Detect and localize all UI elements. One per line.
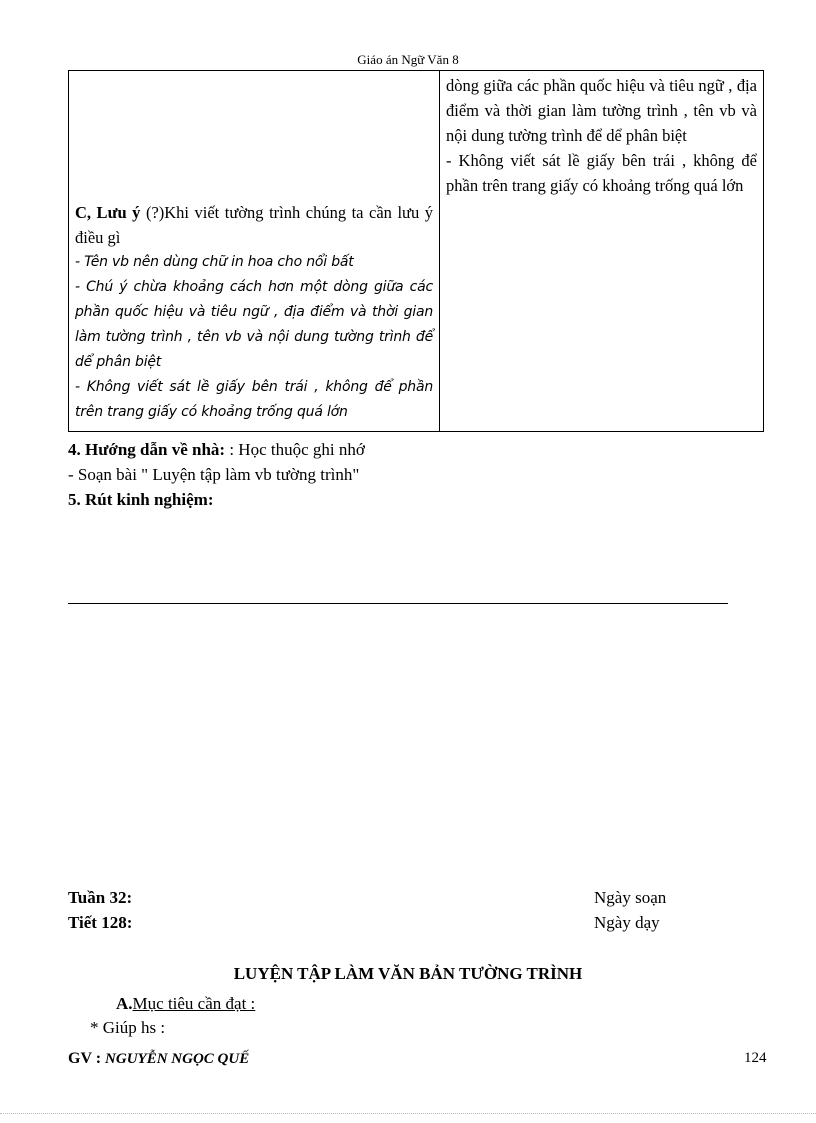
page-header: Giáo án Ngữ Văn 8 xyxy=(357,52,459,67)
section-a: A.Mục tiêu cần đạt : xyxy=(116,994,256,1013)
answer-item-2: - Không viết sát lề giấy bên trái , không để phần trên trang giấy có khoảng trống quá lớn xyxy=(446,151,757,195)
homework-line xyxy=(68,438,365,462)
homework-heading: 4. Hướng dẫn về nhà: xyxy=(68,440,226,459)
footer-teacher: GV : NGUYỄN NGỌC QUẾ xyxy=(68,1050,250,1067)
note-item-1: - Tên vb nên dùng chữ in hoa cho nổi bất xyxy=(75,254,354,270)
week-label: Tuần 32: xyxy=(68,888,133,907)
note-question: C, Lưu ý (?)Khi viết tường trình chúng ta cần lưu ý điều gì xyxy=(75,203,433,247)
teacher-name: NGUYỄN NGỌC QUẾ xyxy=(105,1051,250,1067)
section-a-heading: Mục tiêu cần đạt : xyxy=(132,994,256,1013)
teach-date-label: Ngày dạy xyxy=(594,913,660,932)
page-number: 124 xyxy=(744,1050,767,1066)
experience-heading: 5. Rút kinh nghiệm: xyxy=(68,490,214,509)
homework-item: - Soạn bài " Luyện tập làm vb tường trình" xyxy=(68,465,360,484)
table-right-cell xyxy=(440,71,764,432)
lesson-title: LUYỆN TẬP LÀM VĂN BẢN TƯỜNG TRÌNH xyxy=(233,964,583,983)
answer-item-1: dòng giữa các phần quốc hiệu và tiêu ngữ , địa điểm và thời gian làm tường trình , tên vb và nội dung tường trình để dể phân biệt xyxy=(446,76,757,145)
note-item-2: - Chú ý chừa khoảng cách hơn một dòng giữa các phần quốc hiệu và tiêu ngữ , địa điểm và thời gian làm tường trình , tên vb và nội dung tường trình để dể phân biệt xyxy=(75,279,433,370)
table-left-cell xyxy=(69,71,440,432)
period-label: Tiết 128: xyxy=(68,913,133,932)
footer-rule xyxy=(0,1113,816,1114)
divider-line xyxy=(68,603,728,604)
homework-text: : Học thuộc ghi nhớ xyxy=(225,440,365,459)
note-heading: C, Lưu ý xyxy=(75,203,141,222)
note-item-3: - Không viết sát lề giấy bên trái , không để phần trên trang giấy có khoảng trống quá lớn xyxy=(75,379,433,420)
help-line: * Giúp hs : xyxy=(90,1018,166,1037)
prep-date-label: Ngày soạn xyxy=(594,888,667,907)
lesson-table xyxy=(68,70,764,432)
